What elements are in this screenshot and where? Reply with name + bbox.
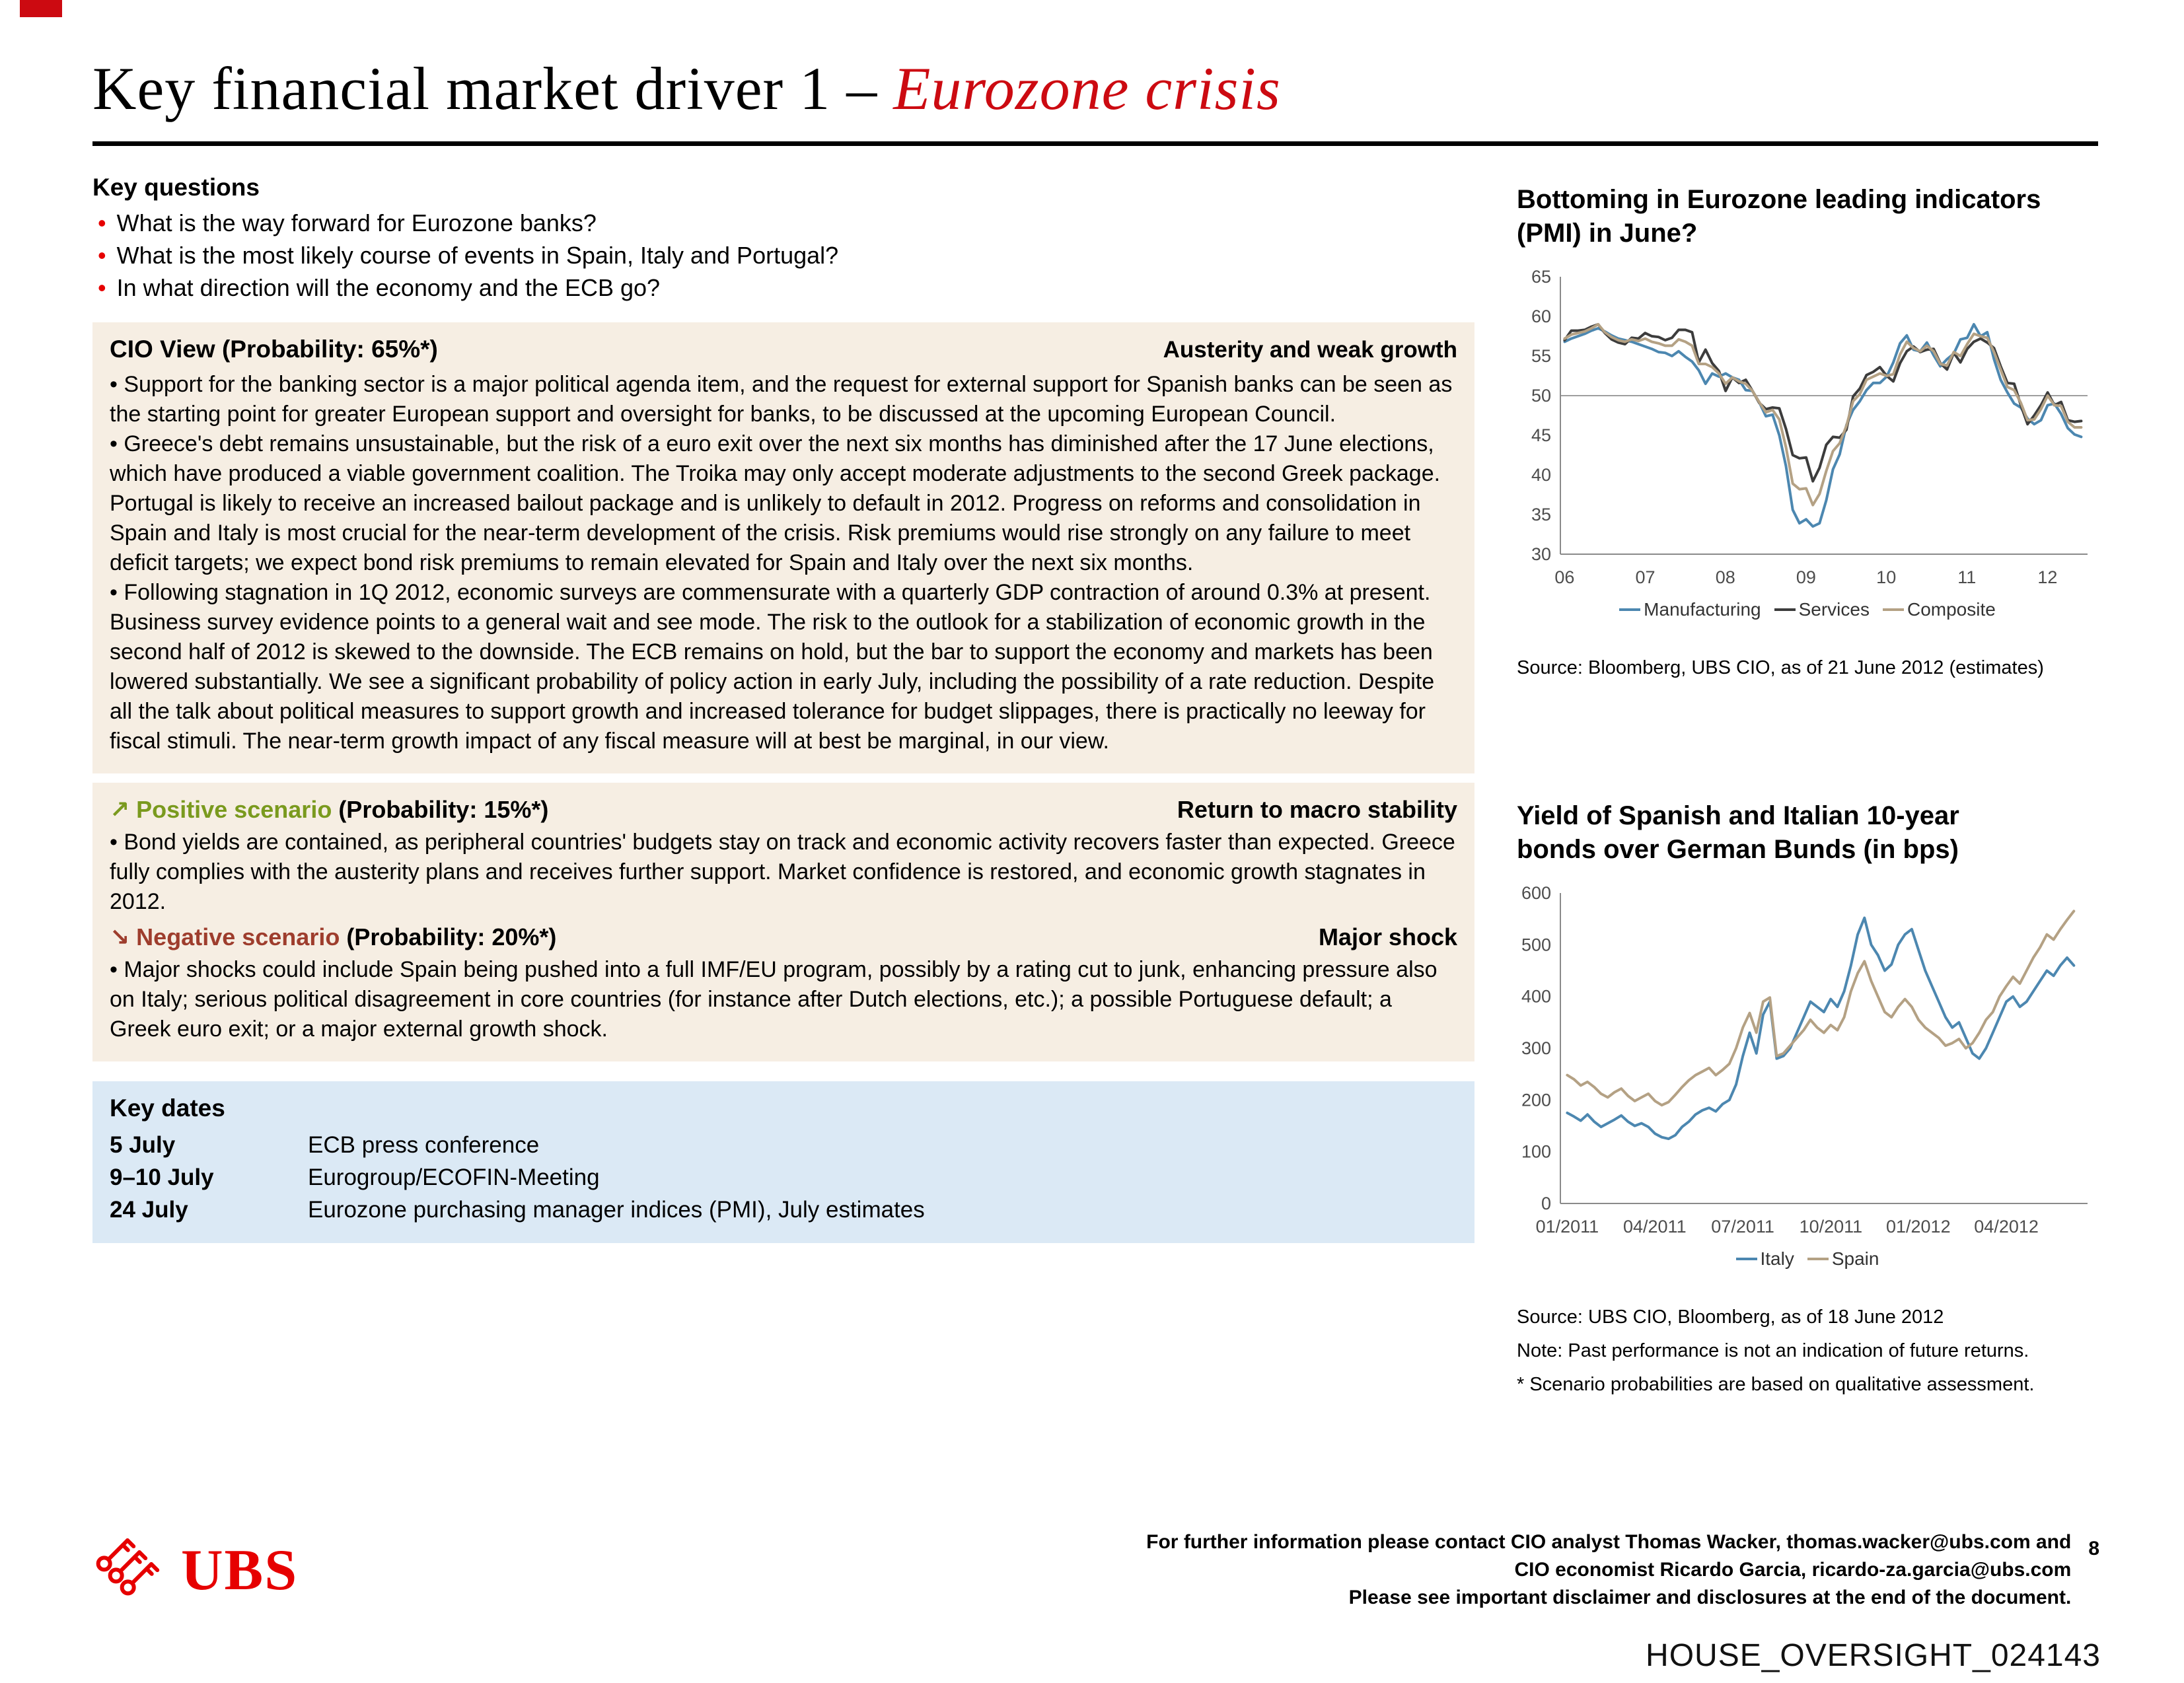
svg-text:45: 45	[1531, 425, 1551, 445]
contact-line: CIO economist Ricardo Garcia, ricardo-za.garcia@ubs.com	[1514, 1559, 2072, 1581]
title-rule	[92, 141, 2098, 146]
key-date-row	[110, 1194, 1457, 1226]
svg-text:500: 500	[1521, 934, 1551, 954]
cio-view-tagline: Austerity and weak growth	[1163, 336, 1457, 363]
cio-view-heading: CIO View (Probability: 65%*)	[110, 335, 438, 363]
svg-text:04/2011: 04/2011	[1622, 1216, 1687, 1236]
key-date: 9–10 July	[110, 1164, 214, 1190]
key-dates-section	[92, 1081, 1474, 1243]
svg-text:40: 40	[1531, 464, 1551, 485]
bullet-icon: •	[98, 241, 106, 269]
svg-text:07/2011: 07/2011	[1711, 1216, 1774, 1236]
up-right-arrow-icon: ↗	[110, 795, 130, 823]
key-question-text: What is the way forward for Eurozone banks?	[116, 209, 597, 236]
svg-text:30: 30	[1531, 544, 1551, 564]
spread-legend	[1517, 1248, 2098, 1270]
svg-text:12: 12	[2037, 567, 2058, 587]
svg-text:200: 200	[1521, 1089, 1551, 1110]
negative-scenario-text: • Major shocks could include Spain being pushed into a full IMF/EU program, possibly by a rating cut to junk, enhancing pressure also on Italy; serious political disagreement in core countries (for instance after Dutch elections, etc.); a possible Portuguese default; a Greek euro exit; or a major external growth shock.	[110, 956, 1438, 1042]
legend-label: Services	[1798, 598, 1870, 620]
svg-text:60: 60	[1531, 306, 1551, 326]
corner-mark	[20, 0, 62, 17]
svg-text:01/2011: 01/2011	[1535, 1216, 1599, 1236]
title-accent: Eurozone crisis	[893, 55, 1281, 122]
cio-view-header	[110, 336, 1457, 363]
title-plain: Key financial market driver 1 –	[92, 55, 894, 122]
svg-text:01/2012: 01/2012	[1885, 1216, 1951, 1236]
scenario-footnote: * Scenario probabilities are based on qualitative assessment.	[1517, 1373, 2035, 1395]
svg-text:300: 300	[1521, 1038, 1551, 1058]
svg-text:65: 65	[1531, 266, 1551, 287]
key-date-row	[110, 1129, 1457, 1161]
svg-text:04/2012: 04/2012	[1974, 1216, 2039, 1236]
key-question-text: In what direction will the economy and the ECB go?	[116, 273, 661, 301]
negative-scenario-label: Negative scenario	[136, 923, 340, 950]
bullet-icon: •	[98, 273, 106, 301]
key-date-event: Eurozone purchasing manager indices (PMI), July estimates	[308, 1196, 925, 1223]
pmi-chart-block	[1517, 174, 2098, 679]
cio-view-section	[92, 322, 1474, 773]
negative-scenario-tagline: Major shock	[1318, 923, 1457, 950]
svg-text:06: 06	[1554, 567, 1575, 587]
svg-text:100: 100	[1521, 1141, 1551, 1162]
cio-paragraph: • Following stagnation in 1Q 2012, economic surveys are commensurate with a quarterly GDP contraction of around 0.3% at present. Business survey evidence points to a general wait and see mode. The risk to the outlook for a stabilization of economic growth in the second half of 2012 is skewed to the downside. The ECB remains on hold, but the bar to support the economy and markets has been lowered substantially. We see a significant probability of policy action in early July, including the possibility of a rate reduction. Despite all the talk about political measures to support growth and increased tolerance for budget slippages, there is practically no leeway for fiscal stimuli. The near-term growth impact of any fiscal measure will at best be marginal, in our view.	[110, 579, 1435, 754]
svg-text:55: 55	[1531, 345, 1551, 366]
key-date-row	[110, 1161, 1457, 1194]
pmi-chart-title: Bottoming in Eurozone leading indicators (PMI) in June?	[1517, 184, 2041, 248]
disclaimer-line: Please see important disclaimer and disclosures at the end of the document.	[1348, 1587, 2072, 1608]
scenarios-section	[92, 783, 1474, 1061]
svg-text:600: 600	[1521, 882, 1551, 903]
svg-text:50: 50	[1531, 385, 1551, 406]
svg-text:400: 400	[1521, 986, 1551, 1007]
negative-scenario-probability: (Probability: 20%*)	[340, 923, 557, 950]
key-question-item	[92, 239, 1474, 271]
pmi-legend	[1517, 599, 2098, 620]
down-right-arrow-icon: ↘	[110, 923, 130, 950]
cio-paragraph: • Greece's debt remains unsustainable, but the risk of a euro exit over the next six months has diminished after the 17 June elections, which have produced a viable government coalition. The Troika may only accept moderate adjustments to the second Greek package. Portugal is likely to receive an increased bailout package and is unlikely to default in 2012. Progress on reforms and consolidation in Spain and Italy is most crucial for the near-term development of the crisis. Risk premiums would rise strongly on any failure to meet deficit targets; we expect bond risk premiums to remain elevated for Spain and Italy over the next six months.	[110, 431, 1441, 575]
legend-line-icon	[1736, 1258, 1757, 1260]
legend-item	[1883, 599, 1996, 620]
positive-scenario-title	[110, 796, 548, 824]
left-column	[92, 174, 1474, 1243]
svg-text:08: 08	[1715, 567, 1735, 587]
spread-chart-title: Yield of Spanish and Italian 10-year bonds over German Bunds (in bps)	[1517, 801, 1959, 864]
footer	[92, 1528, 2099, 1612]
spread-chart-block	[1517, 790, 2098, 1396]
key-question-item	[92, 271, 1474, 304]
main-columns	[92, 174, 2098, 1396]
legend-label: Spain	[1831, 1248, 1879, 1269]
pmi-chart	[1517, 266, 2098, 596]
legend-item	[1807, 1248, 1879, 1270]
positive-scenario-header	[110, 796, 1457, 824]
legend-line-icon	[1883, 608, 1904, 611]
legend-label: Composite	[1907, 598, 1996, 620]
cio-paragraph: • Support for the banking sector is a major political agenda item, and the request for external support for Spanish banks can be seen as the starting point for greater European support and oversight for banks, to be discussed at the upcoming European Council.	[110, 371, 1453, 427]
ubs-keys-icon	[92, 1538, 170, 1602]
legend-label: Italy	[1760, 1248, 1794, 1269]
page-title	[92, 57, 2098, 122]
legend-line-icon	[1619, 608, 1640, 611]
key-date-event: Eurogroup/ECOFIN-Meeting	[308, 1164, 600, 1190]
negative-scenario-title	[110, 923, 556, 951]
key-questions-heading: Key questions	[92, 173, 260, 201]
contact-line: For further information please contact CIO analyst Thomas Wacker, thomas.wacker@ubs.com and	[1146, 1531, 2072, 1553]
key-question-text: What is the most likely course of events in Spain, Italy and Portugal?	[116, 241, 839, 269]
svg-text:10/2011: 10/2011	[1799, 1216, 1863, 1236]
key-date-event: ECB press conference	[308, 1131, 540, 1158]
legend-line-icon	[1774, 608, 1796, 611]
svg-text:0: 0	[1541, 1193, 1551, 1213]
legend-item	[1774, 599, 1870, 620]
svg-text:09: 09	[1796, 567, 1816, 587]
svg-text:07: 07	[1635, 567, 1656, 587]
key-dates-heading: Key dates	[110, 1094, 225, 1122]
right-column	[1517, 174, 2098, 1396]
ubs-wordmark: UBS	[181, 1538, 299, 1602]
key-date: 24 July	[110, 1196, 188, 1223]
key-date: 5 July	[110, 1131, 176, 1158]
footer-right	[1146, 1528, 2099, 1612]
spread-source: Source: UBS CIO, Bloomberg, as of 18 June 2012	[1517, 1306, 1944, 1328]
page-number: 8	[2088, 1538, 2099, 1559]
bullet-icon: •	[98, 209, 106, 236]
positive-scenario-tagline: Return to macro stability	[1177, 795, 1457, 823]
footer-contact	[1146, 1528, 2071, 1612]
spread-chart	[1517, 882, 2098, 1246]
past-performance-note: Note: Past performance is not an indication of future returns.	[1517, 1340, 2029, 1361]
ubs-logo	[92, 1537, 298, 1604]
legend-item	[1736, 1248, 1794, 1270]
svg-text:11: 11	[1957, 567, 1977, 587]
svg-text:35: 35	[1531, 504, 1551, 524]
svg-text:10: 10	[1876, 567, 1897, 587]
positive-scenario-label: Positive scenario	[136, 795, 332, 823]
positive-scenario-text: • Bond yields are contained, as peripheral countries' budgets stay on track and economic activity recovers faster than expected. Greece fully complies with the austerity plans and receives further support. Market confidence is restored, and economic growth stagnates in 2012.	[110, 829, 1455, 914]
positive-scenario-probability: (Probability: 15%*)	[332, 795, 549, 823]
legend-item	[1619, 599, 1761, 620]
negative-scenario-header	[110, 923, 1457, 951]
key-question-item	[92, 207, 1474, 239]
legend-label: Manufacturing	[1644, 598, 1761, 620]
key-questions-section	[92, 174, 1474, 304]
pmi-source: Source: Bloomberg, UBS CIO, as of 21 June 2012 (estimates)	[1517, 657, 2044, 678]
watermark: HOUSE_OVERSIGHT_024143	[1646, 1638, 2101, 1673]
legend-line-icon	[1807, 1258, 1829, 1260]
